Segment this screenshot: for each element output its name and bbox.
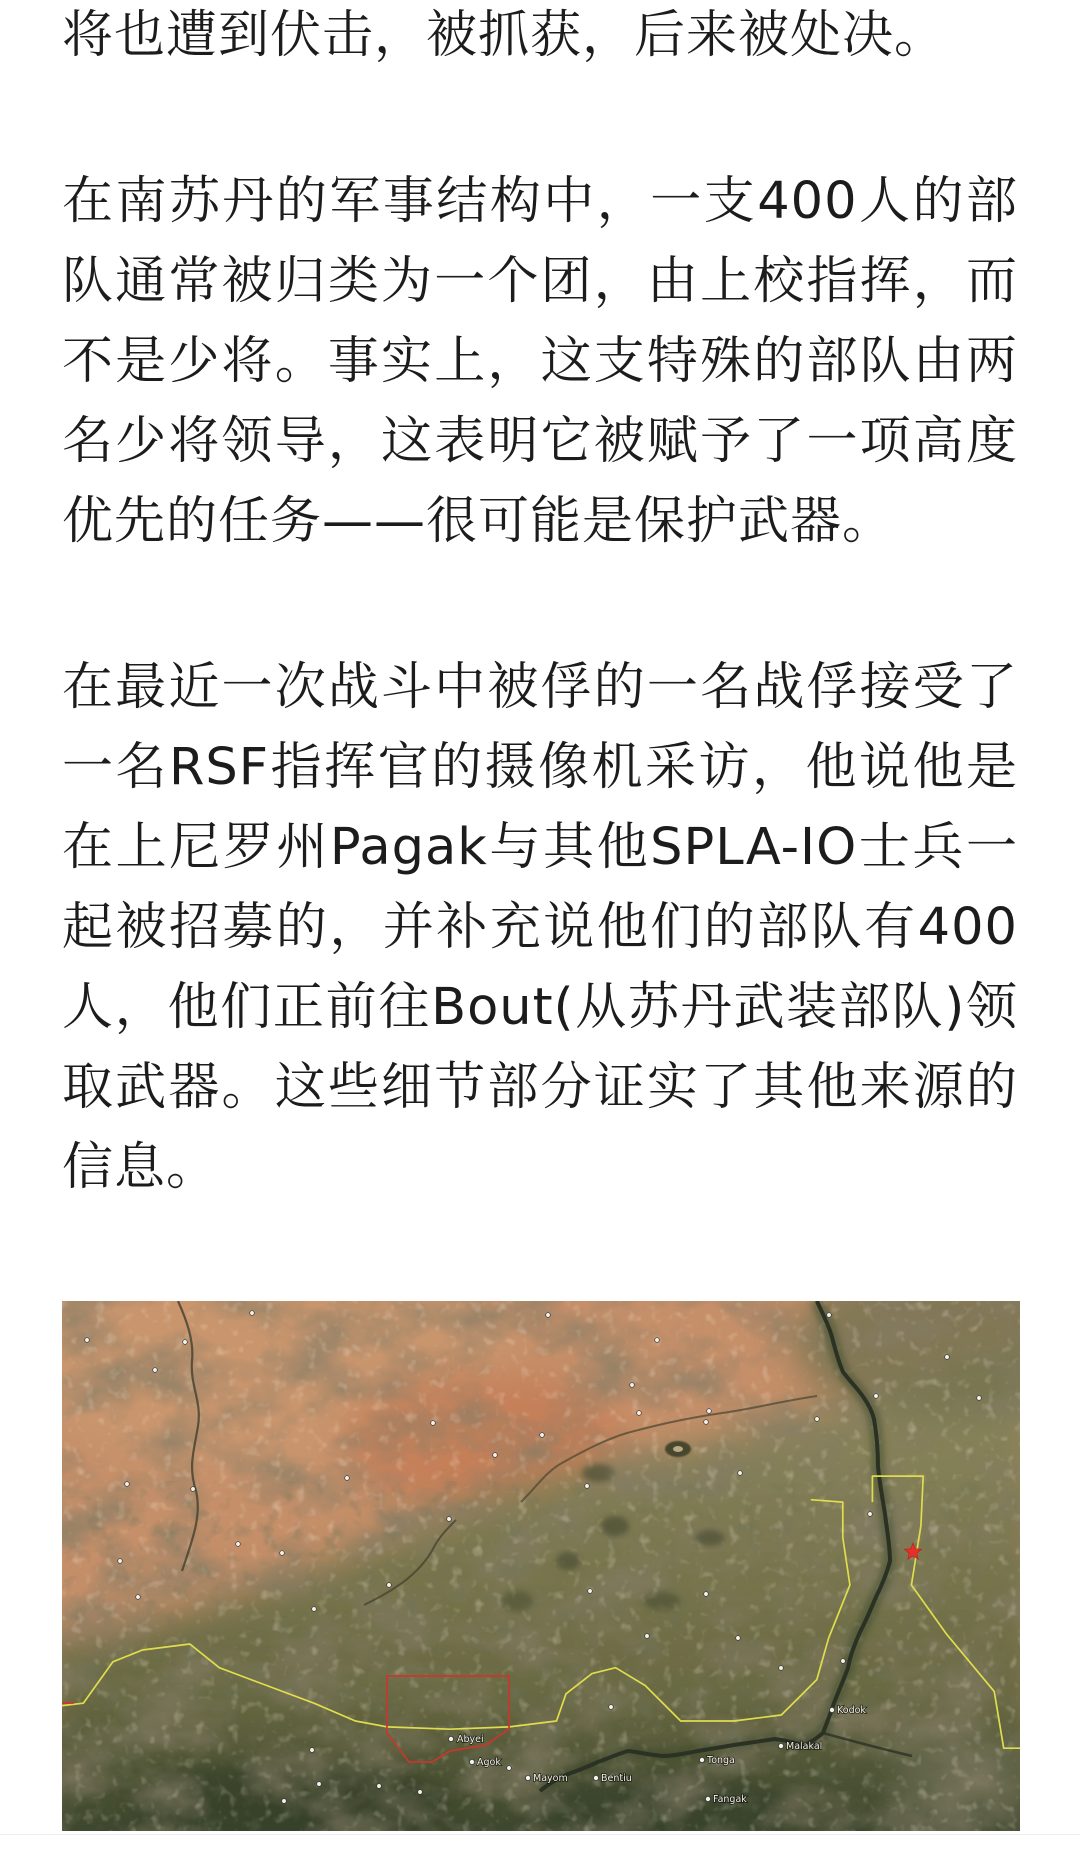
- place-dot: [868, 1512, 873, 1517]
- place-dot: [125, 1482, 130, 1487]
- place-label: Kodok: [837, 1705, 866, 1716]
- place-dot: [345, 1476, 350, 1481]
- place-dot: [736, 1636, 741, 1641]
- place-dot: [250, 1311, 255, 1316]
- place-dot: [705, 1796, 710, 1801]
- text-line: 队通常被归类为一个团，由上校指挥，而: [62, 252, 1018, 311]
- text-line: 一名RSF指挥官的摄像机采访，他说他是: [62, 738, 1018, 797]
- place-dot: [945, 1355, 950, 1360]
- place-dot: [778, 1743, 783, 1748]
- place-label: Bentiu: [601, 1773, 632, 1784]
- place-dot: [191, 1487, 196, 1492]
- place-dot: [469, 1759, 474, 1764]
- place-label: Abyei: [457, 1734, 484, 1745]
- text-line: 取武器。这些细节部分证实了其他来源的: [62, 1058, 1018, 1117]
- paragraph-3: [62, 648, 1018, 1208]
- place-label: Fangak: [713, 1794, 747, 1805]
- place-dot: [493, 1453, 498, 1458]
- text-line: 将也遭到伏击，被抓获，后来被处决。: [62, 6, 947, 65]
- place-dot: [507, 1766, 512, 1771]
- place-dot: [418, 1790, 423, 1795]
- place-dot: [779, 1666, 784, 1671]
- text-line: 人，他们正前往Bout(从苏丹武装部队)领: [62, 978, 1018, 1037]
- place-dot: [655, 1338, 660, 1343]
- place-label: Tonga: [707, 1755, 735, 1766]
- place-dot: [136, 1595, 141, 1600]
- map-canvas: [62, 1301, 1020, 1831]
- article-body: [62, 0, 1018, 1294]
- place-dot: [85, 1338, 90, 1343]
- text-line: 不是少将。事实上，这支特殊的部队由两: [62, 332, 1018, 391]
- paragraph-2: [62, 162, 1018, 562]
- place-dot: [588, 1589, 593, 1594]
- place-dot: [431, 1421, 436, 1426]
- place-dot: [738, 1471, 743, 1476]
- place-dot: [977, 1396, 982, 1401]
- text-line: 在上尼罗州Pagak与其他SPLA-IO士兵一: [62, 818, 1018, 877]
- place-dot: [704, 1420, 709, 1425]
- text-line: 名少将领导，这表明它被赋予了一项高度: [62, 412, 1018, 471]
- place-dot: [546, 1313, 551, 1318]
- place-dot: [637, 1411, 642, 1416]
- place-dot: [593, 1775, 598, 1780]
- place-dot: [525, 1775, 530, 1780]
- place-dot: [310, 1748, 315, 1753]
- place-dot: [704, 1592, 709, 1597]
- place-dot: [874, 1394, 879, 1399]
- place-dot: [815, 1417, 820, 1422]
- place-dot: [448, 1736, 453, 1741]
- place-dot: [447, 1517, 452, 1522]
- place-dot: [282, 1799, 287, 1804]
- place-dot: [630, 1383, 635, 1388]
- map-terrain: [62, 1301, 1020, 1831]
- place-dot: [585, 1484, 590, 1489]
- place-dot: [153, 1368, 158, 1373]
- place-dot: [236, 1542, 241, 1547]
- place-label: Agok: [477, 1757, 501, 1768]
- place-dot: [829, 1707, 834, 1712]
- place-dot: [183, 1340, 188, 1345]
- place-dot: [387, 1583, 392, 1588]
- place-dot: [841, 1659, 846, 1664]
- place-dot: [707, 1409, 712, 1414]
- place-dot: [118, 1559, 123, 1564]
- place-dot: [312, 1607, 317, 1612]
- place-dot: [827, 1313, 832, 1318]
- paragraph-1: [62, 0, 1018, 76]
- place-dot: [699, 1757, 704, 1762]
- place-dot: [377, 1784, 382, 1789]
- text-line: 在最近一次战斗中被俘的一名战俘接受了: [62, 658, 1018, 717]
- text-line: 在南苏丹的军事结构中，一支400人的部: [62, 172, 1018, 231]
- place-dot: [609, 1705, 614, 1710]
- divider: [0, 1834, 1080, 1835]
- text-line: 优先的任务——很可能是保护武器。: [62, 492, 895, 551]
- place-dot: [280, 1551, 285, 1556]
- place-label: Malakal: [786, 1741, 823, 1752]
- place-dot: [317, 1782, 322, 1787]
- text-line: 信息。: [62, 1138, 219, 1197]
- satellite-map-image[interactable]: [62, 1301, 1020, 1831]
- text-line: 起被招募的，并补充说他们的部队有400: [62, 898, 1018, 957]
- place-dot: [645, 1634, 650, 1639]
- place-dot: [540, 1433, 545, 1438]
- place-label: Mayom: [533, 1773, 568, 1784]
